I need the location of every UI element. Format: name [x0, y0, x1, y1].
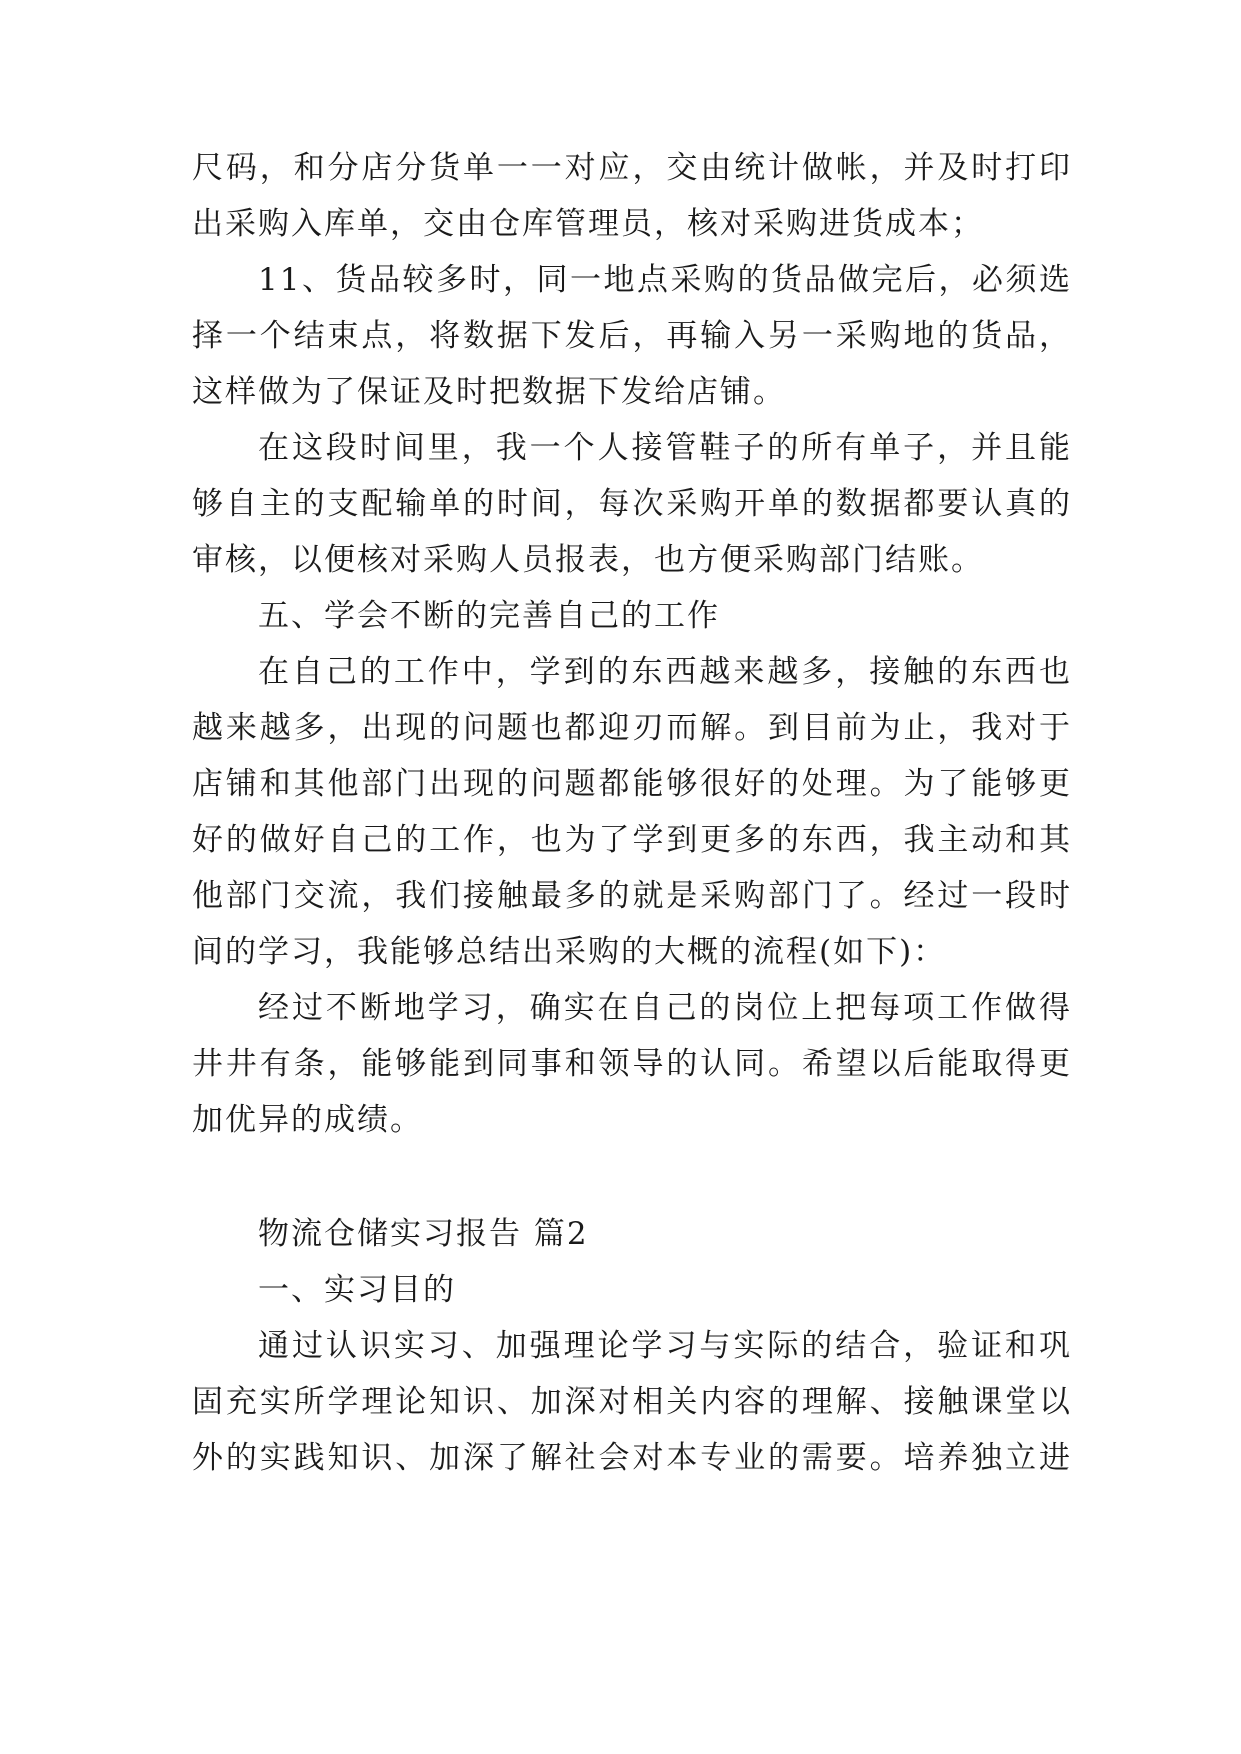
text-line: 出采购入库单，交由仓库管理员，核对采购进货成本； [192, 206, 984, 242]
text-line: 井井有条，能够能到同事和领导的认同。希望以后能取得更 [192, 1046, 1072, 1082]
text-line: 固充实所学理论知识、加深对相关内容的理解、接触课堂以 [192, 1384, 1072, 1420]
text-line: 在这段时间里，我一个人接管鞋子的所有单子，并且能 [258, 430, 1072, 466]
text-line: 通过认识实习、加强理论学习与实际的结合，验证和巩 [258, 1328, 1072, 1364]
section-heading: 五、学会不断的完善自己的工作 [258, 598, 720, 634]
text-line: 审核，以便核对采购人员报表，也方便采购部门结账。 [192, 542, 984, 578]
text-line: 越来越多，出现的问题也都迎刃而解。到目前为止，我对于 [192, 710, 1072, 746]
text-line: 他部门交流，我们接触最多的就是采购部门了。经过一段时 [192, 878, 1072, 914]
text-line: 经过不断地学习，确实在自己的岗位上把每项工作做得 [258, 990, 1072, 1026]
text-line: 加优异的成绩。 [192, 1102, 423, 1138]
document-title: 物流仓储实习报告 篇2 [258, 1216, 589, 1252]
text-line: 尺码，和分店分货单一一对应，交由统计做帐，并及时打印 [192, 150, 1072, 186]
text-line: 够自主的支配输单的时间，每次采购开单的数据都要认真的 [192, 486, 1072, 522]
text-line: 外的实践知识、加深了解社会对本专业的需要。培养独立进 [192, 1440, 1072, 1476]
text-line: 11、货品较多时，同一地点采购的货品做完后，必须选 [258, 262, 1072, 298]
text-line: 好的做好自己的工作，也为了学到更多的东西，我主动和其 [192, 822, 1072, 858]
text-line: 择一个结束点，将数据下发后，再输入另一采购地的货品， [192, 318, 1072, 354]
text-line: 这样做为了保证及时把数据下发给店铺。 [192, 374, 786, 410]
section-heading: 一、实习目的 [258, 1272, 456, 1308]
text-line: 店铺和其他部门出现的问题都能够很好的处理。为了能够更 [192, 766, 1072, 802]
text-line: 间的学习，我能够总结出采购的大概的流程(如下)： [192, 934, 947, 970]
text-line: 在自己的工作中，学到的东西越来越多，接触的东西也 [258, 654, 1072, 690]
